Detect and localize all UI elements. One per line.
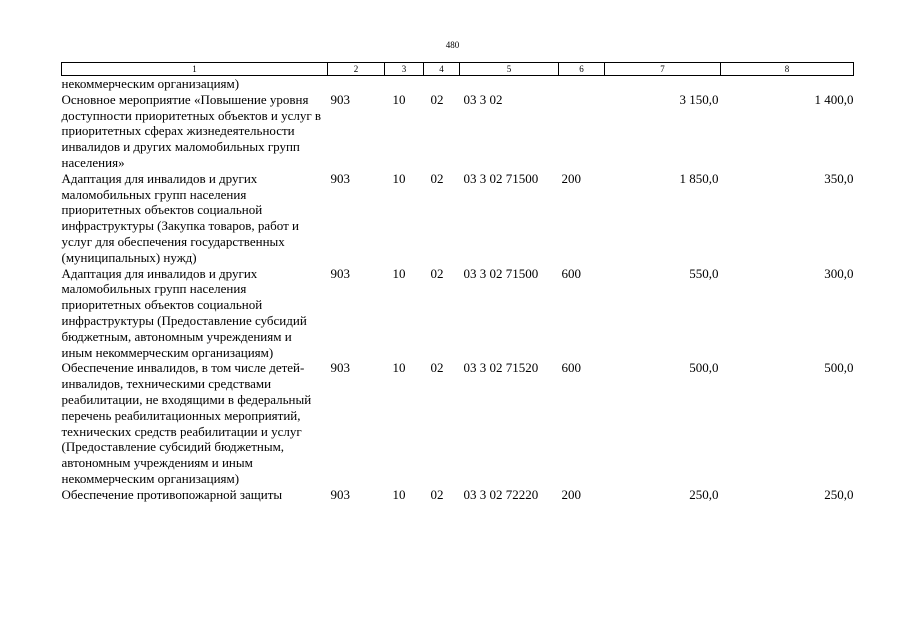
row-pr (424, 76, 460, 92)
row-rz: 10 (392, 486, 406, 502)
row-csr: 03 3 02 71500 (463, 170, 539, 186)
budget-table (61, 62, 854, 503)
row-name: некоммерческим организациям) (61, 76, 240, 91)
row-sum-2: 250,0 (824, 486, 854, 502)
row-sum-1: 550,0 (689, 265, 719, 281)
row-sum-2 (721, 76, 854, 92)
row-rz (385, 76, 424, 92)
row-rz: 10 (392, 170, 406, 186)
row-vr (559, 76, 605, 92)
row-rz: 10 (392, 265, 406, 281)
row-sum-1 (605, 76, 721, 92)
row-name: Основное мероприятие «Повышение уровня доступности приоритетных объектов и услуг в приоритетных сферах жизнедеятельности инвалидов и других маломобильных групп населения» (61, 91, 322, 170)
row-csr: 03 3 02 (463, 91, 503, 107)
header-col-8: 8 (721, 63, 854, 76)
row-sum-2: 350,0 (824, 170, 854, 186)
row-name: Обеспечение инвалидов, в том числе детей-инвалидов, техническими средствами реабилитации, не входящими в федеральный перечень реабилитационных мероприятий, технических средств реабилитации и услуг (Предоставление субсидий бюджетным, автономным учреждениям и иным некоммерческим организациям) (61, 360, 312, 486)
row-ved: 903 (330, 265, 350, 281)
table-row (62, 76, 854, 92)
row-sum-1: 250,0 (689, 486, 719, 502)
row-csr: 03 3 02 71520 (463, 360, 539, 376)
row-name: Адаптация для инвалидов и других маломобильных групп населения приоритетных объектов социальной инфраструктуры (Закупка товаров, работ и услуг для обеспечения государственных (муниципальных) нужд) (61, 170, 300, 265)
row-csr (460, 76, 559, 92)
row-vr: 200 (561, 170, 581, 186)
page-number: 480 (445, 40, 460, 50)
row-rz: 10 (392, 91, 406, 107)
header-col-7: 7 (605, 63, 721, 76)
table-row (62, 171, 854, 266)
row-sum-2: 1 400,0 (814, 91, 854, 107)
row-vr: 200 (561, 486, 581, 502)
table-row (62, 266, 854, 361)
row-vr: 600 (561, 265, 581, 281)
header-col-4: 4 (424, 63, 460, 76)
row-vr: 600 (561, 360, 581, 376)
header-col-3: 3 (385, 63, 424, 76)
table-row (62, 92, 854, 171)
row-sum-1: 1 850,0 (679, 170, 719, 186)
row-pr: 02 (430, 170, 444, 186)
row-sum-2: 300,0 (824, 265, 854, 281)
row-rz: 10 (392, 360, 406, 376)
header-col-1: 1 (62, 63, 328, 76)
row-ved: 903 (330, 91, 350, 107)
header-col-6: 6 (559, 63, 605, 76)
row-pr: 02 (430, 91, 444, 107)
table-row (62, 487, 854, 503)
row-pr: 02 (430, 265, 444, 281)
row-sum-1: 3 150,0 (679, 91, 719, 107)
row-pr: 02 (430, 360, 444, 376)
row-csr: 03 3 02 71500 (463, 265, 539, 281)
row-csr: 03 3 02 72220 (463, 486, 539, 502)
row-ved: 903 (330, 170, 350, 186)
row-name: Обеспечение противопожарной защиты (61, 486, 283, 502)
header-row (62, 63, 854, 76)
row-ved: 903 (330, 360, 350, 376)
header-col-5: 5 (460, 63, 559, 76)
row-vr (559, 92, 605, 171)
header-col-2: 2 (328, 63, 385, 76)
row-ved: 903 (330, 486, 350, 502)
row-sum-2: 500,0 (824, 360, 854, 376)
table-row (62, 360, 854, 486)
row-sum-1: 500,0 (689, 360, 719, 376)
row-ved (328, 76, 385, 92)
row-name: Адаптация для инвалидов и других маломобильных групп населения приоритетных объектов социальной инфраструктуры (Предоставление субсидий бюджетным, автономным учреждениям и иным некоммерческим организациям) (61, 265, 307, 360)
row-pr: 02 (430, 486, 444, 502)
